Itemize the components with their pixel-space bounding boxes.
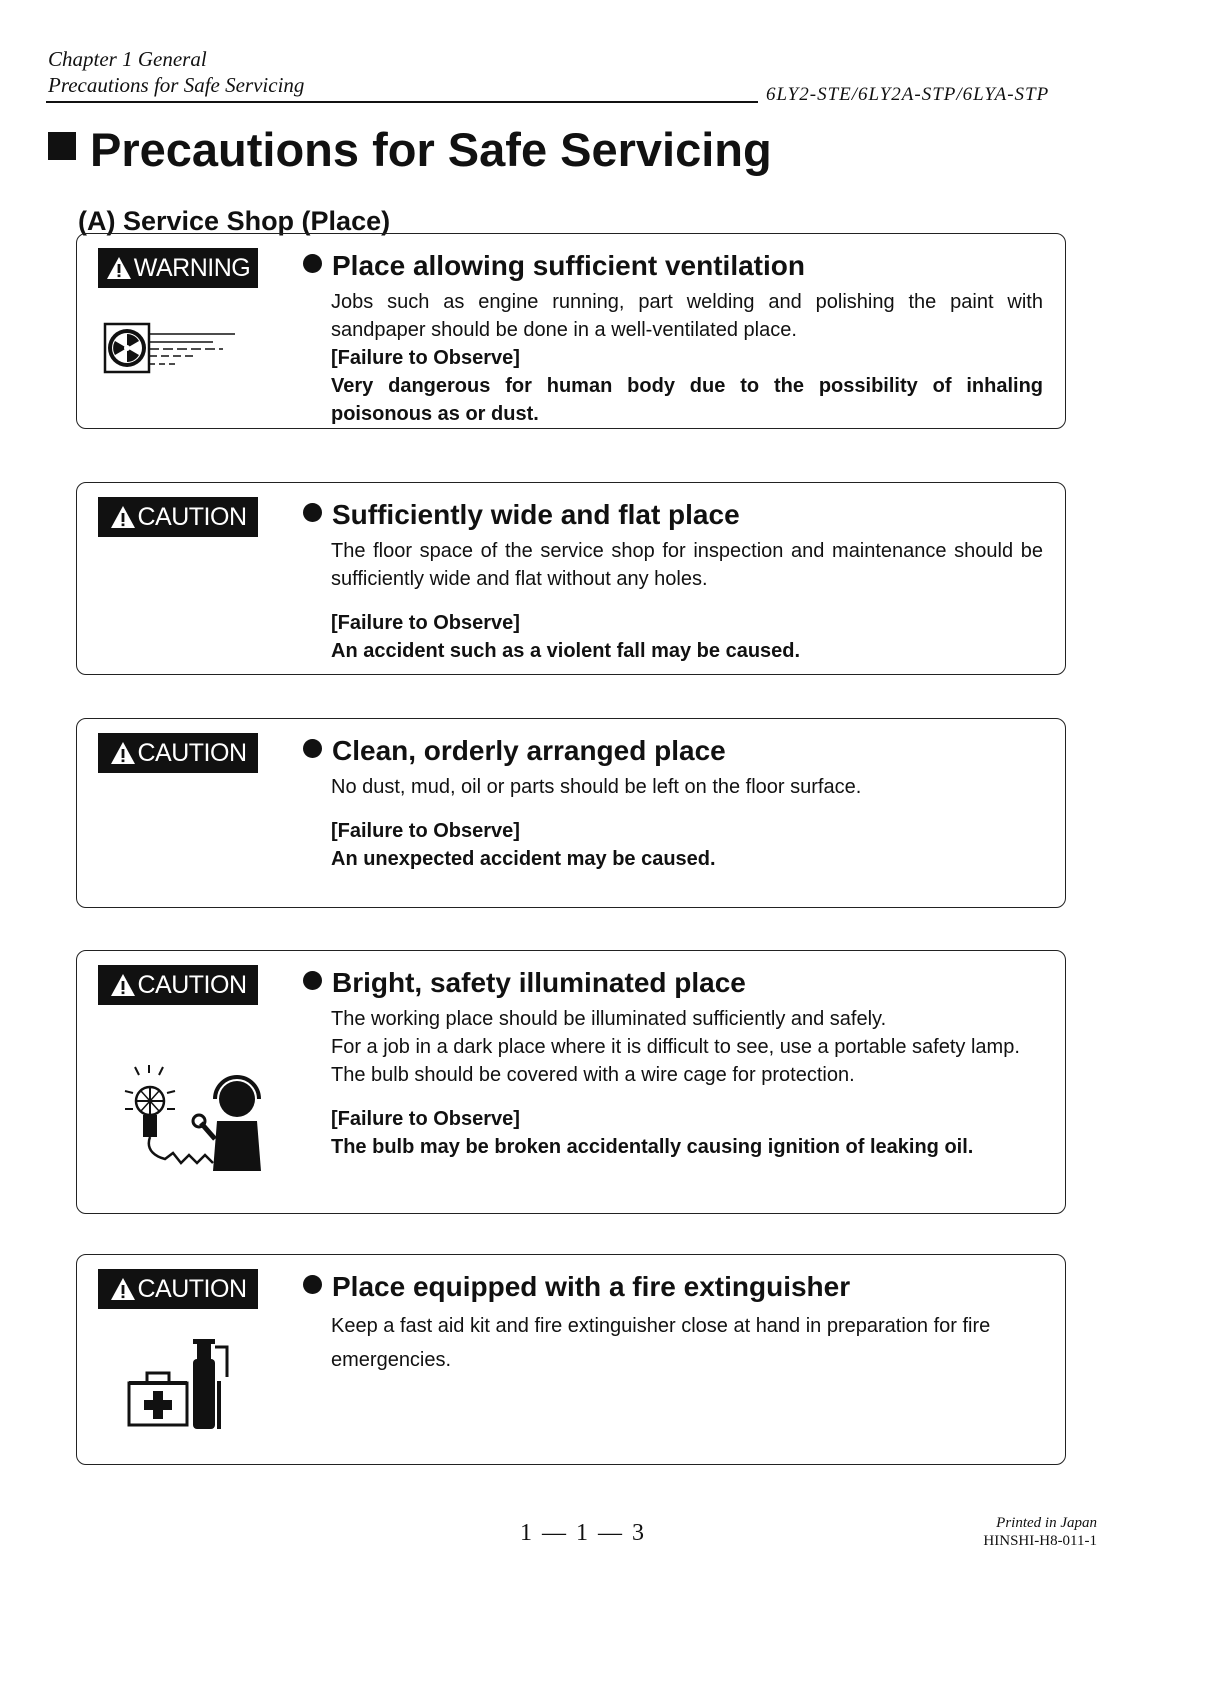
warning-triangle-icon [110, 741, 136, 765]
chapter-label: Chapter 1 General [48, 47, 207, 71]
badge-label: CAUTION [137, 503, 247, 531]
running-header [48, 46, 304, 98]
bullet-icon [303, 503, 322, 522]
item-title [303, 965, 746, 1001]
item-body [331, 288, 1043, 428]
item-body [331, 773, 1043, 873]
item-title [303, 248, 805, 284]
item-text: No dust, mud, oil or parts should be left on the floor surface. [331, 776, 862, 798]
failure-text: Very dangerous for human body due to the possibility of inhaling poisonous as or dust. [331, 375, 1043, 425]
item-title [303, 497, 740, 533]
item-text: The bulb should be covered with a wire cage for protection. [331, 1064, 855, 1086]
failure-label: [Failure to Observe] [331, 1108, 520, 1130]
header-rule [46, 101, 758, 103]
first-aid-extinguisher-icon [123, 1337, 233, 1431]
printed-note [983, 1514, 1097, 1550]
badge-label: CAUTION [137, 971, 247, 999]
document-code: HINSHI-H8-011-1 [983, 1533, 1097, 1549]
failure-label: [Failure to Observe] [331, 820, 520, 842]
item-title-text: Place allowing sufficient ventilation [332, 250, 805, 281]
bullet-icon [303, 1275, 322, 1294]
page-number: 1 — 1 — 3 [520, 1520, 646, 1546]
item-title-text: Place equipped with a fire extinguisher [332, 1271, 851, 1302]
badge-label: CAUTION [137, 739, 247, 767]
printed-in-japan: Printed in Japan [996, 1515, 1097, 1531]
badge-label: CAUTION [137, 1275, 247, 1303]
item-text: Keep a fast aid kit and fire extinguisher close at hand in preparation for fire emergencies. [331, 1315, 991, 1371]
failure-text: An unexpected accident may be caused. [331, 848, 716, 870]
caution-badge [98, 965, 258, 1005]
page-title [48, 122, 772, 178]
item-body [331, 1309, 1043, 1377]
failure-label: [Failure to Observe] [331, 612, 520, 634]
ventilation-fan-icon [103, 320, 239, 380]
caution-badge [98, 1269, 258, 1309]
precaution-box-clean-orderly [76, 718, 1066, 908]
precaution-box-illumination [76, 950, 1066, 1214]
failure-text: An accident such as a violent fall may be caused. [331, 640, 801, 662]
item-title-text: Clean, orderly arranged place [332, 735, 726, 766]
safety-lamp-worker-icon [105, 1063, 261, 1173]
section-label: Precautions for Safe Servicing [48, 73, 305, 97]
warning-triangle-icon [110, 973, 136, 997]
bullet-icon [303, 254, 322, 273]
page-title-text: Precautions for Safe Servicing [90, 123, 772, 176]
item-text: Jobs such as engine running, part welding and polishing the paint with sandpaper should be done in a well-ventilated place. [331, 291, 1043, 341]
bullet-icon [303, 971, 322, 990]
precaution-box-fire-extinguisher [76, 1254, 1066, 1465]
item-body [331, 537, 1043, 665]
caution-badge [98, 733, 258, 773]
precaution-box-wide-flat [76, 482, 1066, 675]
warning-triangle-icon [110, 505, 136, 529]
bullet-icon [303, 739, 322, 758]
item-title-text: Sufficiently wide and flat place [332, 499, 740, 530]
item-title-text: Bright, safety illuminated place [332, 967, 746, 998]
caution-badge [98, 497, 258, 537]
precaution-box-ventilation [76, 233, 1066, 429]
item-text: The floor space of the service shop for inspection and maintenance should be sufficiently wide and flat without any holes. [331, 540, 1043, 590]
warning-triangle-icon [106, 256, 132, 280]
model-numbers: 6LY2-STE/6LY2A-STP/6LYA-STP [766, 84, 1050, 105]
section-heading: (A) Service Shop (Place) [78, 206, 391, 236]
failure-label: [Failure to Observe] [331, 347, 520, 369]
item-title [303, 733, 726, 769]
item-text: For a job in a dark place where it is difficult to see, use a portable safety lamp. [331, 1036, 1020, 1058]
warning-triangle-icon [110, 1277, 136, 1301]
item-title [303, 1269, 850, 1305]
warning-badge [98, 248, 258, 288]
badge-label: WARNING [133, 254, 251, 282]
title-bullet-icon [48, 132, 76, 160]
item-text: The working place should be illuminated sufficiently and safely. [331, 1008, 887, 1030]
failure-text: The bulb may be broken accidentally causing ignition of leaking oil. [331, 1136, 974, 1158]
item-body [331, 1005, 1043, 1161]
